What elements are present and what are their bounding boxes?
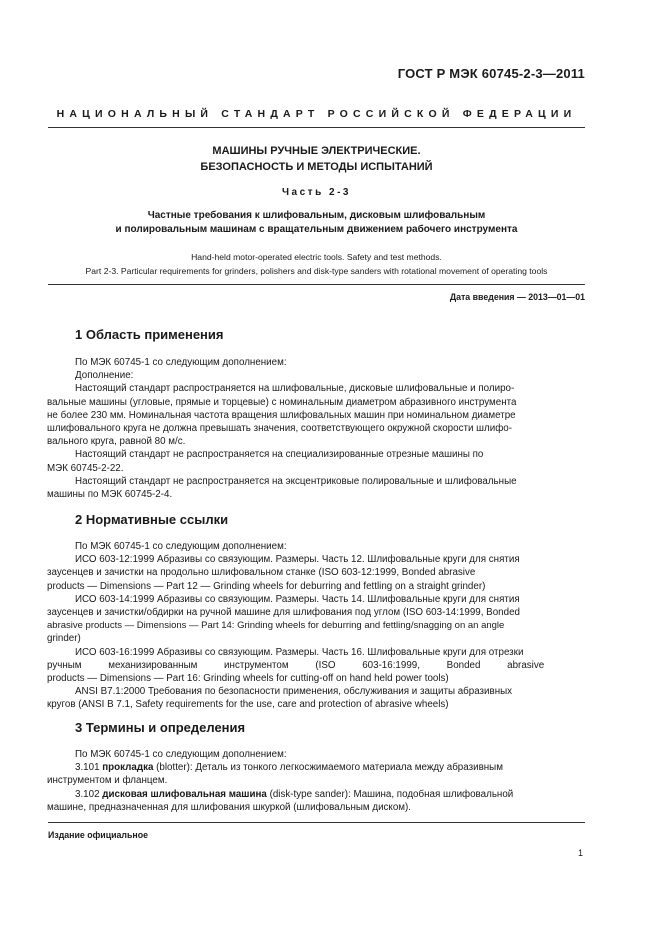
s2-line: grinder) xyxy=(47,633,81,645)
term-definition: (disk-type sander): Машина, подобная шлифовальной xyxy=(269,788,514,800)
page-number: 1 xyxy=(577,848,583,858)
section-3-heading: 3 Термины и определения xyxy=(75,720,246,735)
s3-intro: По МЭК 60745-1 со следующим дополнением: xyxy=(75,749,287,760)
english-title-line-1: Hand-held motor-operated electric tools. Safety and test methods. xyxy=(191,252,442,262)
section-2-heading: 2 Нормативные ссылки xyxy=(75,512,229,527)
title-line-2: БЕЗОПАСНОСТЬ И МЕТОДЫ ИСПЫТАНИЙ xyxy=(200,161,433,173)
s1-line: не более 230 мм. Номинальная частота вращения шлифовальных машин при номинальном диаметре xyxy=(47,409,516,421)
subtitle-line-2: и полировальным машинам с вращательным движением рабочего инструмента xyxy=(115,224,518,235)
s1-line: машины по МЭК 60745-2-4. xyxy=(47,489,173,501)
term-number: 3.101 xyxy=(75,762,100,774)
english-title-line-2: Part 2-3. Particular requirements for grinders, polishers and disk-type sanders with rotational movement of operating tools xyxy=(85,266,548,276)
s1-line: вальные машины (угловые, прямые и торцевые) с номинальным диаметром абразивного инструмента xyxy=(47,396,517,408)
s2-line: ИСО 603-16:1999 Абразивы со связующим. Размеры. Часть 16. Шлифовальные круги для отрезки xyxy=(75,646,524,658)
section-3-body xyxy=(47,748,585,814)
s2-line: кругов (ANSI B 7.1, Safety requirements for the use, care and protection of abrasive wheels) xyxy=(47,699,449,711)
s1-line: Настоящий стандарт распространяется на шлифовальные, дисковые шлифовальные и полиро- xyxy=(75,383,515,395)
s1-line: Дополнение: xyxy=(75,370,134,382)
s1-line: вального круга, равной 80 м/с. xyxy=(47,436,186,448)
date-of-introduction: Дата введения — 2013—01—01 xyxy=(449,292,585,302)
s2-line: products — Dimensions — Part 16: Grinding wheels for cutting-off on hand held power tools) xyxy=(47,673,449,685)
s1-line: шлифовального круга не должна превышать значения, соответствующего окружной скорости шлифо- xyxy=(47,423,512,435)
section-2-body xyxy=(47,540,585,712)
national-standard-banner: НАЦИОНАЛЬНЫЙ СТАНДАРТ РОССИЙСКОЙ ФЕДЕРАЦИИ xyxy=(56,108,577,120)
term-3-102 xyxy=(75,788,585,801)
s2-line: ИСО 603-12:1999 Абразивы со связующим. Размеры. Часть 12. Шлифовальные круги для снятия xyxy=(75,554,520,566)
s1-line: МЭК 60745-2-22. xyxy=(47,462,124,474)
section-1-heading: 1 Область применения xyxy=(75,327,224,342)
s1-line: Настоящий стандарт не распространяется на специализированные отрезные машины по xyxy=(75,449,484,461)
s2-line: ИСО 603-14:1999 Абразивы со связующим. Размеры. Часть 14. Шлифовальные круги для снятия xyxy=(75,593,520,605)
header-rule xyxy=(48,127,585,128)
term-3-101 xyxy=(75,761,585,774)
title-line-1: МАШИНЫ РУЧНЫЕ ЭЛЕКТРИЧЕСКИЕ. xyxy=(212,145,421,157)
term-name: дисковая шлифовальная машина xyxy=(102,788,267,800)
s2-line: products — Dimensions — Part 12 — Grinding wheels for deburring and fettling on a straight grinder) xyxy=(47,580,486,592)
s2-line: ручным механизированным инструментом (ISO 603-16:1999, Bonded abrasive xyxy=(47,659,545,671)
s2-line: заусенцев и зачистки/обдирки на ручной машине для шлифования под углом (ISO 603-14:1999, Bonded xyxy=(47,607,520,619)
term-definition-cont: инструментом и фланцем. xyxy=(47,775,168,787)
part-label: Часть 2-3 xyxy=(282,187,351,198)
term-definition: (blotter): Деталь из тонкого легкосжимаемого материала между абразивным xyxy=(156,762,503,774)
section-1-body xyxy=(47,356,585,501)
s2-line: ANSI B7.1:2000 Требования по безопасности применения, обслуживания и защиты абразивных xyxy=(75,686,513,698)
term-number: 3.102 xyxy=(75,788,100,800)
term-name: прокладка xyxy=(102,762,154,774)
s2-line: По МЭК 60745-1 со следующим дополнением: xyxy=(75,541,287,552)
standard-code: ГОСТ Р МЭК 60745-2-3—2011 xyxy=(397,66,585,81)
edition-label: Издание официальное xyxy=(48,830,148,840)
s2-line: заусенцев и зачистки на продольно шлифовальном станке (ISO 603-12:1999, Bonded abrasive xyxy=(47,567,476,579)
footer-rule xyxy=(48,822,585,823)
term-definition-cont: машине, предназначенная для шлифования шкуркой (шлифовальным диском). xyxy=(47,801,412,813)
subtitle-line-1: Частные требования к шлифовальным, дисковым шлифовальным xyxy=(147,210,486,221)
s2-line: abrasive products — Dimensions — Part 14: Grinding wheels for deburring and fettling/snagging on an angle xyxy=(47,620,505,632)
title-rule xyxy=(48,284,585,285)
s1-line: Настоящий стандарт не распространяется на эксцентриковые полировальные и шлифовальные xyxy=(75,475,517,487)
s1-line: По МЭК 60745-1 со следующим дополнением: xyxy=(75,357,287,368)
